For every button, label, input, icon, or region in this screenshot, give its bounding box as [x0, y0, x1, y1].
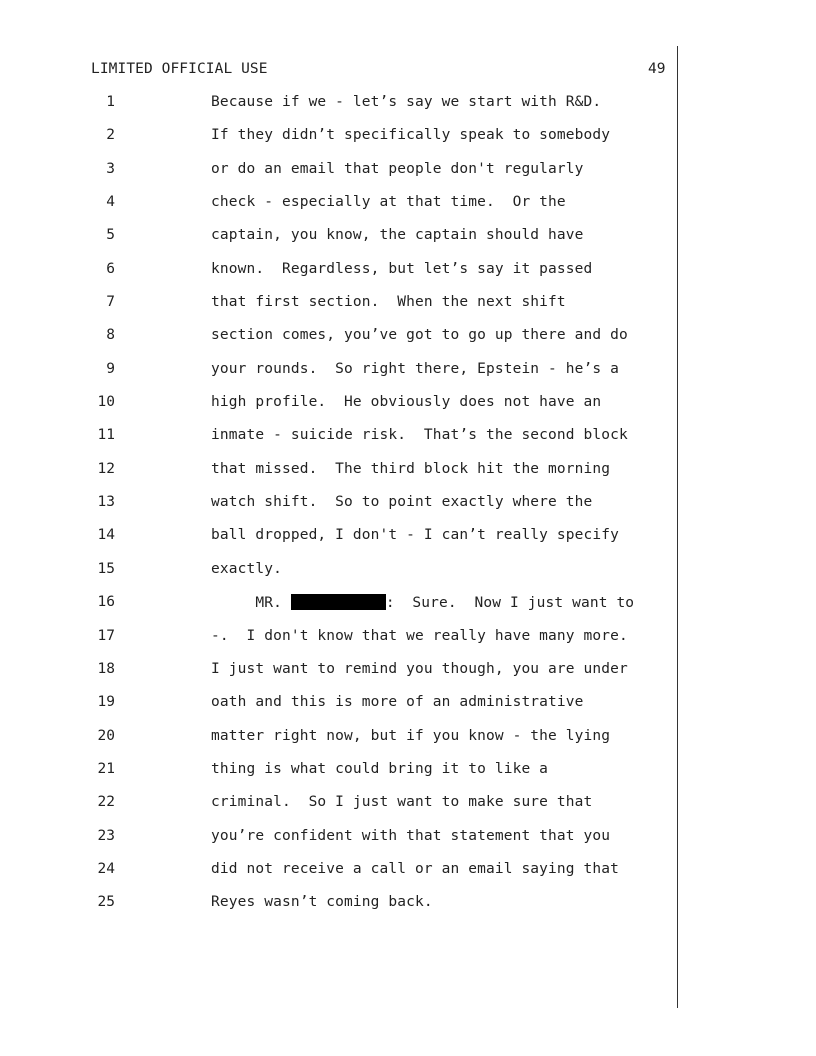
transcript-line: [0, 794, 816, 827]
speaker-suffix: : Sure. Now I just want to: [385, 595, 635, 612]
speaker-line-text: [211, 594, 634, 611]
transcript-line: [0, 394, 816, 427]
line-text: exactly.: [211, 560, 282, 577]
line-text: you’re confident with that statement that you: [211, 827, 611, 844]
line-number: 2: [106, 127, 115, 144]
transcript-line: [0, 261, 816, 294]
line-number: 9: [106, 360, 115, 377]
line-number: 13: [97, 494, 115, 511]
line-number: 5: [106, 227, 115, 244]
line-text: or do an email that people don't regularly: [211, 160, 584, 177]
transcript-line: [0, 728, 816, 761]
redaction-box: [291, 594, 386, 610]
line-text: captain, you know, the captain should have: [211, 227, 584, 244]
speaker-prefix: MR.: [211, 595, 291, 612]
line-text: known. Regardless, but let’s say it passed: [211, 260, 593, 277]
transcript-line: [0, 661, 816, 694]
line-number: 12: [97, 460, 115, 477]
transcript-line: [0, 761, 816, 794]
line-number: 21: [97, 760, 115, 777]
transcript-line: [0, 194, 816, 227]
transcript-line: [0, 427, 816, 460]
line-text: ball dropped, I don't - I can’t really specify: [211, 527, 620, 544]
line-text: Because if we - let’s say we start with R&D.: [211, 94, 602, 110]
line-number: 6: [106, 260, 115, 277]
transcript-line: [0, 894, 816, 927]
line-text: that first section. When the next shift: [211, 294, 566, 311]
line-number: 20: [97, 727, 115, 744]
transcript-line: [0, 494, 816, 527]
line-text: your rounds. So right there, Epstein - he’s a: [211, 360, 620, 377]
transcript-line: [0, 227, 816, 260]
transcript-line: [0, 628, 816, 661]
line-text: that missed. The third block hit the morning: [211, 460, 611, 477]
line-number: 24: [97, 860, 115, 877]
transcript-line: [0, 461, 816, 494]
line-number: 7: [106, 294, 115, 311]
line-text: matter right now, but if you know - the lying: [211, 727, 611, 744]
transcript-line: [0, 594, 816, 627]
line-number: 18: [97, 660, 115, 677]
line-number: 16: [97, 594, 115, 611]
line-number: 25: [97, 894, 115, 911]
line-number: 22: [97, 794, 115, 811]
transcript-line: [0, 861, 816, 894]
transcript-line: [0, 127, 816, 160]
transcript-line: [0, 94, 816, 127]
transcript-line: [0, 361, 816, 394]
line-number: 14: [97, 527, 115, 544]
line-text: inmate - suicide risk. That’s the second block: [211, 427, 628, 444]
line-text: section comes, you’ve got to go up there and do: [211, 327, 628, 344]
line-text: criminal. So I just want to make sure that: [211, 794, 593, 811]
line-number: 3: [106, 160, 115, 177]
page-number: 49: [648, 61, 666, 77]
line-number: 4: [106, 194, 115, 211]
line-text: -. I don't know that we really have many more.: [211, 627, 628, 644]
transcript-line: [0, 161, 816, 194]
line-text: did not receive a call or an email saying that: [211, 860, 620, 877]
transcript-line: [0, 694, 816, 727]
line-number: 1: [106, 94, 115, 110]
transcript-line: [0, 561, 816, 594]
line-number: 10: [97, 394, 115, 411]
line-text: watch shift. So to point exactly where the: [211, 494, 593, 511]
transcript-line: [0, 327, 816, 360]
line-number: 23: [97, 827, 115, 844]
line-text: If they didn’t specifically speak to somebody: [211, 127, 611, 144]
transcript-line: [0, 294, 816, 327]
transcript-lines: [0, 94, 816, 928]
line-text: oath and this is more of an administrative: [211, 694, 584, 711]
line-text: Reyes wasn’t coming back.: [211, 894, 433, 911]
line-text: high profile. He obviously does not have an: [211, 394, 602, 411]
line-number: 19: [97, 694, 115, 711]
classification-header: LIMITED OFFICIAL USE: [91, 61, 268, 77]
line-text: thing is what could bring it to like a: [211, 760, 549, 777]
transcript-line: [0, 828, 816, 861]
line-number: 15: [97, 560, 115, 577]
line-number: 11: [97, 427, 115, 444]
line-number: 17: [97, 627, 115, 644]
line-number: 8: [106, 327, 115, 344]
line-text: I just want to remind you though, you are under: [211, 660, 628, 677]
line-text: check - especially at that time. Or the: [211, 194, 566, 211]
transcript-line: [0, 527, 816, 560]
